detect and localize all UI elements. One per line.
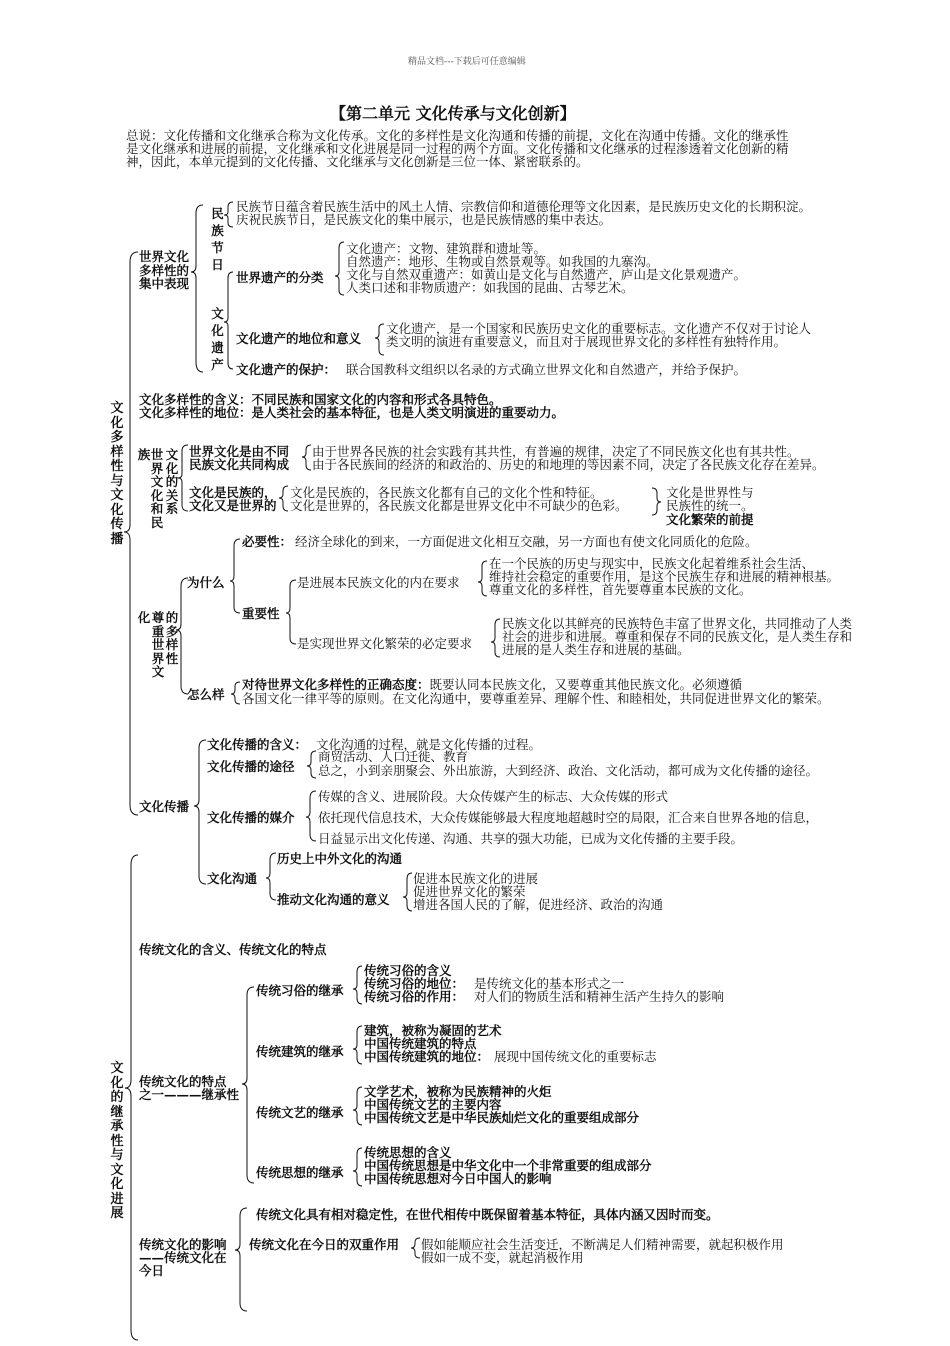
arch-value: 展现中国传统文化的重要标志: [494, 1049, 657, 1064]
spread-meaning-text: 文化沟通的过程，就是文化传播的过程。: [316, 737, 542, 752]
festival-label: 民族节日: [211, 206, 224, 272]
bracket-part1: [124, 252, 138, 815]
protection-label: 文化遗产的保护：: [236, 362, 337, 377]
spread-path-label: 文化传播的途径: [207, 759, 295, 774]
bracket-media: [306, 791, 316, 841]
intro-paragraph: 总说：文化传播和文化继承合称为文化传承。文化的多样性是文化沟通和传播的前提，文化在沟通中传播。文化的继承性 是文化继承和进展的前提，文化继承和文化进展是同一过程的两个方面。文化传播和文化继承的过程渗透着文化创新的精 神，因此，本单元提到的文化传播、文化继承与文化创新是三位一体、紧密联系的。: [126, 128, 789, 169]
exchange-label: 文化沟通: [207, 871, 258, 886]
feature-label: 传统文化的特点 之一———继承性: [139, 1074, 240, 1102]
how-text: 既要认同本民族文化，又要尊重其他民族文化。必须遵循: [429, 677, 743, 692]
bracket-common: [302, 445, 311, 470]
common-label: 世界文化是由不同 民族文化共同构成: [189, 444, 290, 472]
necessity-label: 必要性：: [242, 534, 293, 549]
classification-label: 世界遗产的分类: [236, 270, 324, 285]
classification-text: 文化遗产：文物、建筑群和遗址等。 自然遗产：地形、生物或自然景观等。如我国的九寨沟。 文化与自然双重遗产：如黄山是文化与自然遗产，庐山是文化景观遗产。 人类口述和非物质遗产：如我国的昆曲、古琴艺术。: [346, 241, 747, 295]
bracket-classification: [335, 242, 344, 295]
bracket-art: [353, 1087, 362, 1125]
bracket-why: [230, 539, 240, 613]
stable-text: 传统文化具有相对稳定性，在世代相传中既保留着基本特征，具体内涵又因时而变。: [256, 1207, 719, 1222]
how-bold: 对待世界文化多样性的正确态度：: [242, 677, 430, 692]
influence-label: 传统文化的影响 ——传统文化在 今日: [139, 1237, 227, 1278]
world-diversity-label: 世界文化 多样性的 集中表现: [139, 249, 190, 291]
how-text2: 各国文化一律平等的原则。在文化沟通中，要尊重差异、理解个性、和睦相处，共同促进世界文化的繁荣。: [242, 691, 830, 706]
bracket-customs: [353, 966, 362, 1004]
both-text: 文化是民族的，各民族文化都有自己的文化个性和特征。 文化是世界的，各民族文化都是世界文化中不可缺少的色彩。: [290, 485, 628, 513]
world-text: 民族文化以其鲜亮的民族特色丰富了世界文化，共同推动了人类 社会的进步和进展。尊重和保存不同的民族文化，是人类生存和 进展的是人类生存和进展的基础。: [502, 616, 853, 657]
bracket-path: [307, 751, 316, 778]
result-text: 文化是世界性与 民族性的统一。: [666, 485, 754, 513]
art-text: 文学艺术，被称为民族精神的火炬 中国传统文艺的主要内容 中国传统文艺是中华民族灿烂文化的重要组成部分: [364, 1084, 640, 1125]
world-label: 是实现世界文化繁荣的必定要求: [297, 636, 473, 651]
significance-text: 文化遗产，是一个国家和民族历史文化的重要标志。文化遗产不仅对于讨论人 类文明的演进有重要意义，而且对于展现世界文化的多样性有独特作用。: [386, 321, 812, 349]
bracket-world: [491, 619, 500, 657]
bracket-part2: [125, 855, 138, 1340]
part2-label: 文化的继承性与文化进展: [110, 1061, 124, 1221]
spread-media-label: 文化传播的媒介: [207, 810, 295, 825]
bracket-thought: [353, 1148, 362, 1186]
bracket-heritage: [224, 272, 233, 369]
bracket-significance: [375, 324, 384, 355]
internal-label: 是进展本民族文化的内在要求: [297, 575, 460, 590]
customs-text: 传统习俗的含义 传统习俗的地位： 传统习俗的作用：: [364, 963, 465, 1004]
tradition-header: 传统文化的含义、传统文化的特点: [139, 942, 327, 957]
bracket-result: [652, 488, 661, 515]
bracket-world-diversity: [191, 205, 203, 372]
respect-label-a: 化: [137, 610, 151, 625]
relation-label-a: 族: [137, 447, 151, 462]
dual-text: 假如能顺应社会生活变迁，不断满足人们精神需要，就起积极作用 假如一成不变，就起消极作用: [421, 1237, 784, 1265]
bracket-relation: [178, 445, 188, 511]
spread-meaning-label: 文化传播的含义：: [207, 737, 308, 752]
relation-label-b: 世界文化和民: [150, 447, 164, 530]
bracket-influence: [235, 1208, 247, 1311]
media-line-3: 日益显示出文化传递、沟通、共享的强大功能，已成为文化传播的主要手段。: [318, 831, 744, 846]
relation-label-c: 文化的关系: [165, 447, 179, 516]
heritage-label: 文化遗产: [211, 306, 224, 372]
media-line-1: 传媒的含义、进展阶段。大众传媒产生的标志、大众传媒的形式: [318, 789, 669, 804]
necessity-text: 经济全球化的到来，一方面促进文化相互交融，另一方面也有使文化同质化的危险。: [295, 534, 758, 549]
bracket-arch: [353, 1026, 362, 1064]
arch-text: 建筑，被称为凝固的艺术 中国传统建筑的特点 中国传统建筑的地位：: [364, 1023, 502, 1064]
why-label: 为什么: [187, 575, 225, 590]
bracket-dual: [411, 1238, 420, 1258]
part1-label: 文化多样性与文化传播: [110, 401, 124, 547]
common-text: 由于世界各民族的社会实践有其共性，有普遍的规律，决定了不同民族文化也有其共性。 由于各民族间的经济的和政治的、历史的和地理的等因素不同，决定了各民族文化存在差异。: [312, 444, 825, 472]
dual-label: 传统文化在今日的双重作用: [249, 1237, 400, 1252]
bracket-spread: [194, 740, 206, 884]
bracket-internal: [478, 561, 487, 596]
thought-label: 传统思想的继承: [256, 1165, 344, 1180]
bracket-feature: [242, 987, 254, 1183]
importance-label: 重要性: [242, 606, 280, 621]
bracket-promote: [403, 873, 412, 911]
bracket-both: [279, 486, 288, 511]
customs-label: 传统习俗的继承: [256, 983, 344, 998]
history-label: 历史上中外文化的沟通: [277, 851, 403, 866]
page-title: 【第二单元 文化传承与文化创新】: [330, 104, 576, 123]
spread-path-text: 商贸活动、人口迁徙、教育 总之，小到亲朋聚会、外出旅游，大到经济、政治、文化活动，都可成为文化传播的途径。: [318, 749, 819, 778]
festival-text: 民族节日蕴含着民族生活中的风土人情、宗教信仰和道德伦理等文化因素，是民族历史文化的长期积淀。 庆祝民族节日，是民族文化的集中展示，也是民族情感的集中表达。: [236, 199, 812, 227]
promote-text: 促进本民族文化的进展 促进世界文化的繁荣 增进各国人民的了解，促进经济、政治的沟通: [413, 871, 664, 912]
bracket-importance: [286, 580, 296, 644]
protection-text: 联合国教科文组织以名录的方式确立世界文化和自然遗产，并给予保护。: [346, 362, 747, 377]
internal-text: 在一个民族的历史与现实中，民族文化起着维系社会生活、 维持社会稳定的重要作用，是这个民族生存和进展的精神根基。 尊重文化的多样性，首先要尊重本民族的文化。: [489, 556, 840, 597]
bracket-exchange: [266, 853, 276, 900]
spread-label: 文化传播: [139, 799, 190, 814]
how-label: 怎么样: [187, 687, 225, 702]
significance-label: 文化遗产的地位和意义: [236, 331, 362, 346]
media-line-2: 依托现代信息技术，大众传媒能够最大程度地超越时空的局限，汇合来自世界各地的信息，: [318, 810, 819, 825]
thought-text: 传统思想的含义 中国传统思想是中华文化中一个非常重要的组成部分 中国传统思想对今日中国人的影响: [364, 1145, 652, 1186]
bracket-how: [231, 682, 240, 704]
header-note: 精品文档---下载后可任意编辑: [408, 57, 526, 67]
both-label: 文化是民族的， 文化又是世界的: [189, 485, 277, 513]
result-bold: 文化繁荣的前提: [666, 512, 754, 527]
bracket-festival: [224, 202, 233, 227]
promote-label: 推动文化沟通的意义: [277, 892, 390, 907]
respect-label-b: 尊重世界文: [151, 610, 165, 679]
how-line1: [242, 678, 742, 691]
diversity-meaning: 文化多样性的含义：不同民族和国家文化的内容和形式各具特色。 文化多样性的地位：是人类社会的基本特征，也是人类文明演进的重要动力。: [139, 392, 565, 420]
arch-label: 传统建筑的继承: [256, 1044, 344, 1059]
art-label: 传统文艺的继承: [256, 1105, 344, 1120]
customs-values: 是传统文化的基本形式之一 对人们的物质生活和精神生活产生持久的影响: [474, 976, 725, 1004]
respect-label-c: 的多样性: [165, 610, 179, 666]
